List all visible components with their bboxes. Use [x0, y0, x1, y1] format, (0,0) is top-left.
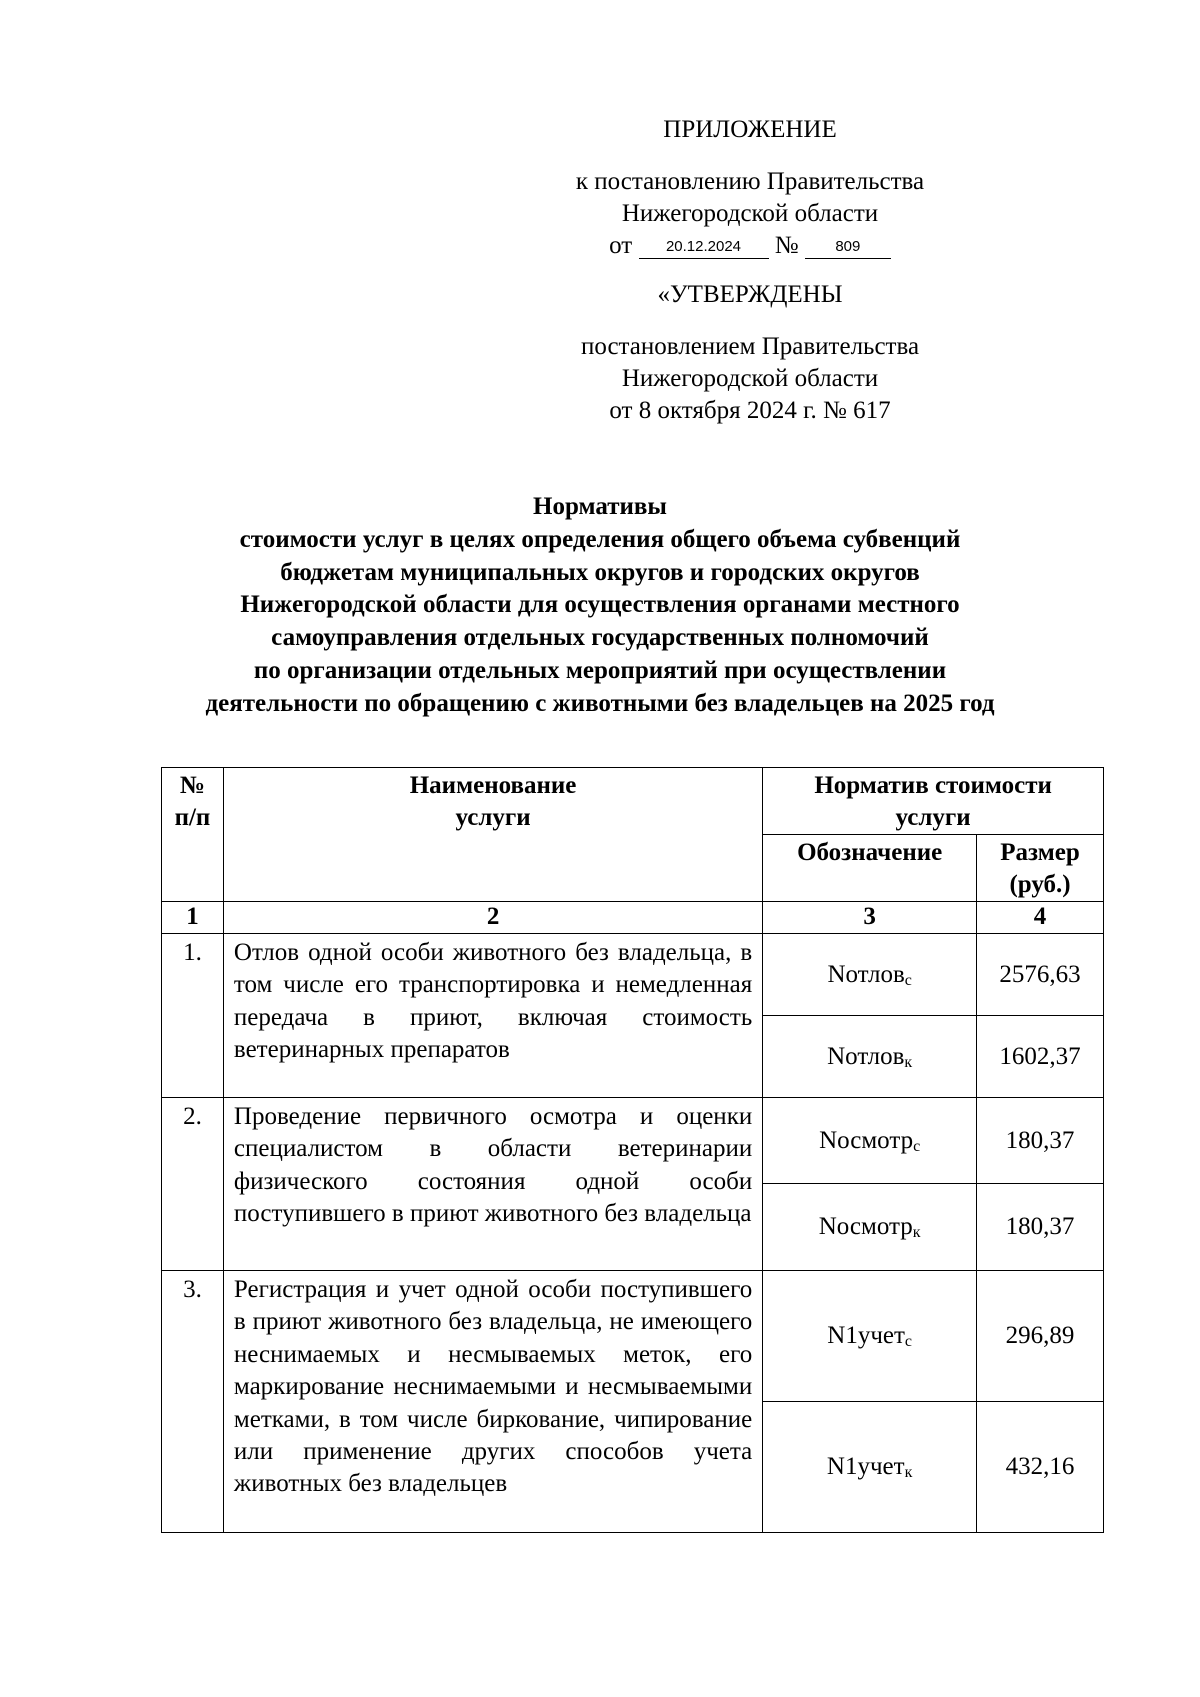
service-name: Регистрация и учет одной особи поступившего в приют животного без владельца, не имеющего неснимаемых и несмываемых меток, его маркирование неснимаемыми и несмываемыми метками, в том числе биркование, чипирование или применение других способов учета животных без владельцев: [223, 1271, 762, 1533]
appendix-title: ПРИЛОЖЕНИЕ: [663, 116, 837, 143]
decree-date-field: 20.12.2024: [639, 236, 769, 259]
norm-size: 432,16: [977, 1402, 1104, 1533]
service-name: Отлов одной особи животного без владельца, в том числе его транспортировка и немедленная передача в приют, включая стоимость ветеринарных препаратов: [223, 934, 762, 1098]
decree-number-field: 809: [805, 236, 891, 259]
from-label: от: [609, 232, 633, 259]
header-row: [162, 768, 1104, 835]
column-number-row: [162, 902, 1104, 934]
number-label: №: [774, 232, 799, 259]
title-line: деятельности по обращению с животными без владельцев на 2025 год: [205, 689, 995, 717]
norm-size: 2576,63: [977, 934, 1104, 1016]
approving-decree: [560, 331, 940, 427]
norm-code: Nосмотр$_к$: [763, 1184, 977, 1271]
row-number: 2.: [162, 1098, 224, 1271]
column-number: 3: [763, 902, 977, 934]
title-line: стоимости услуг в целях определения общего объема субвенций: [239, 525, 961, 553]
header-size: Размер (руб.): [977, 835, 1104, 902]
table-row: [162, 1271, 1104, 1402]
title-line: самоуправления отдельных государственных полномочий: [271, 624, 929, 652]
title-line: бюджетам муниципальных округов и городских округов: [280, 558, 920, 586]
norm-code: Nосмотр$_с$: [763, 1098, 977, 1184]
norm-code: Nотлов$_с$: [763, 934, 977, 1016]
header-norm: Норматив стоимости услуги: [763, 768, 1104, 835]
decree-line: Нижегородской области: [621, 365, 879, 392]
norm-size: 180,37: [977, 1184, 1104, 1271]
table-row: [162, 934, 1104, 1016]
column-number: 4: [977, 902, 1104, 934]
service-name: Проведение первичного осмотра и оценки специалистом в области ветеринарии физического состояния одной особи поступившего в приют животного без владельца: [223, 1098, 762, 1271]
norm-size: 296,89: [977, 1271, 1104, 1402]
norm-code: N1учет$_к$: [763, 1402, 977, 1533]
title-line: Нормативы: [533, 493, 667, 520]
norm-code: Nотлов$_к$: [763, 1016, 977, 1098]
appendix-date-line: [560, 230, 940, 262]
header-num: № п/п: [162, 768, 224, 902]
appendix-reference: [560, 166, 940, 262]
decree-line: постановлением Правительства: [580, 333, 920, 360]
title-line: Нижегородской области для осуществления органами местного: [240, 591, 960, 619]
document-title: [150, 491, 1050, 721]
appendix-ref-line: Нижегородской области: [621, 200, 879, 227]
title-line: по организации отдельных мероприятий при осуществлении: [253, 656, 947, 684]
decree-line: от 8 октября 2024 г. № 617: [609, 397, 891, 424]
norm-size: 1602,37: [977, 1016, 1104, 1098]
appendix-ref-line: к постановлению Правительства: [575, 168, 925, 195]
header-code: Обозначение: [763, 835, 977, 902]
column-number: 1: [162, 902, 224, 934]
header-name: Наименование услуги: [223, 768, 762, 902]
norms-table: [161, 767, 1104, 1533]
row-number: 1.: [162, 934, 224, 1098]
norm-code: N1учет$_с$: [763, 1271, 977, 1402]
table-row: [162, 1098, 1104, 1184]
row-number: 3.: [162, 1271, 224, 1533]
column-number: 2: [223, 902, 762, 934]
approved-label: «УТВЕРЖДЕНЫ: [657, 281, 843, 308]
norm-size: 180,37: [977, 1098, 1104, 1184]
